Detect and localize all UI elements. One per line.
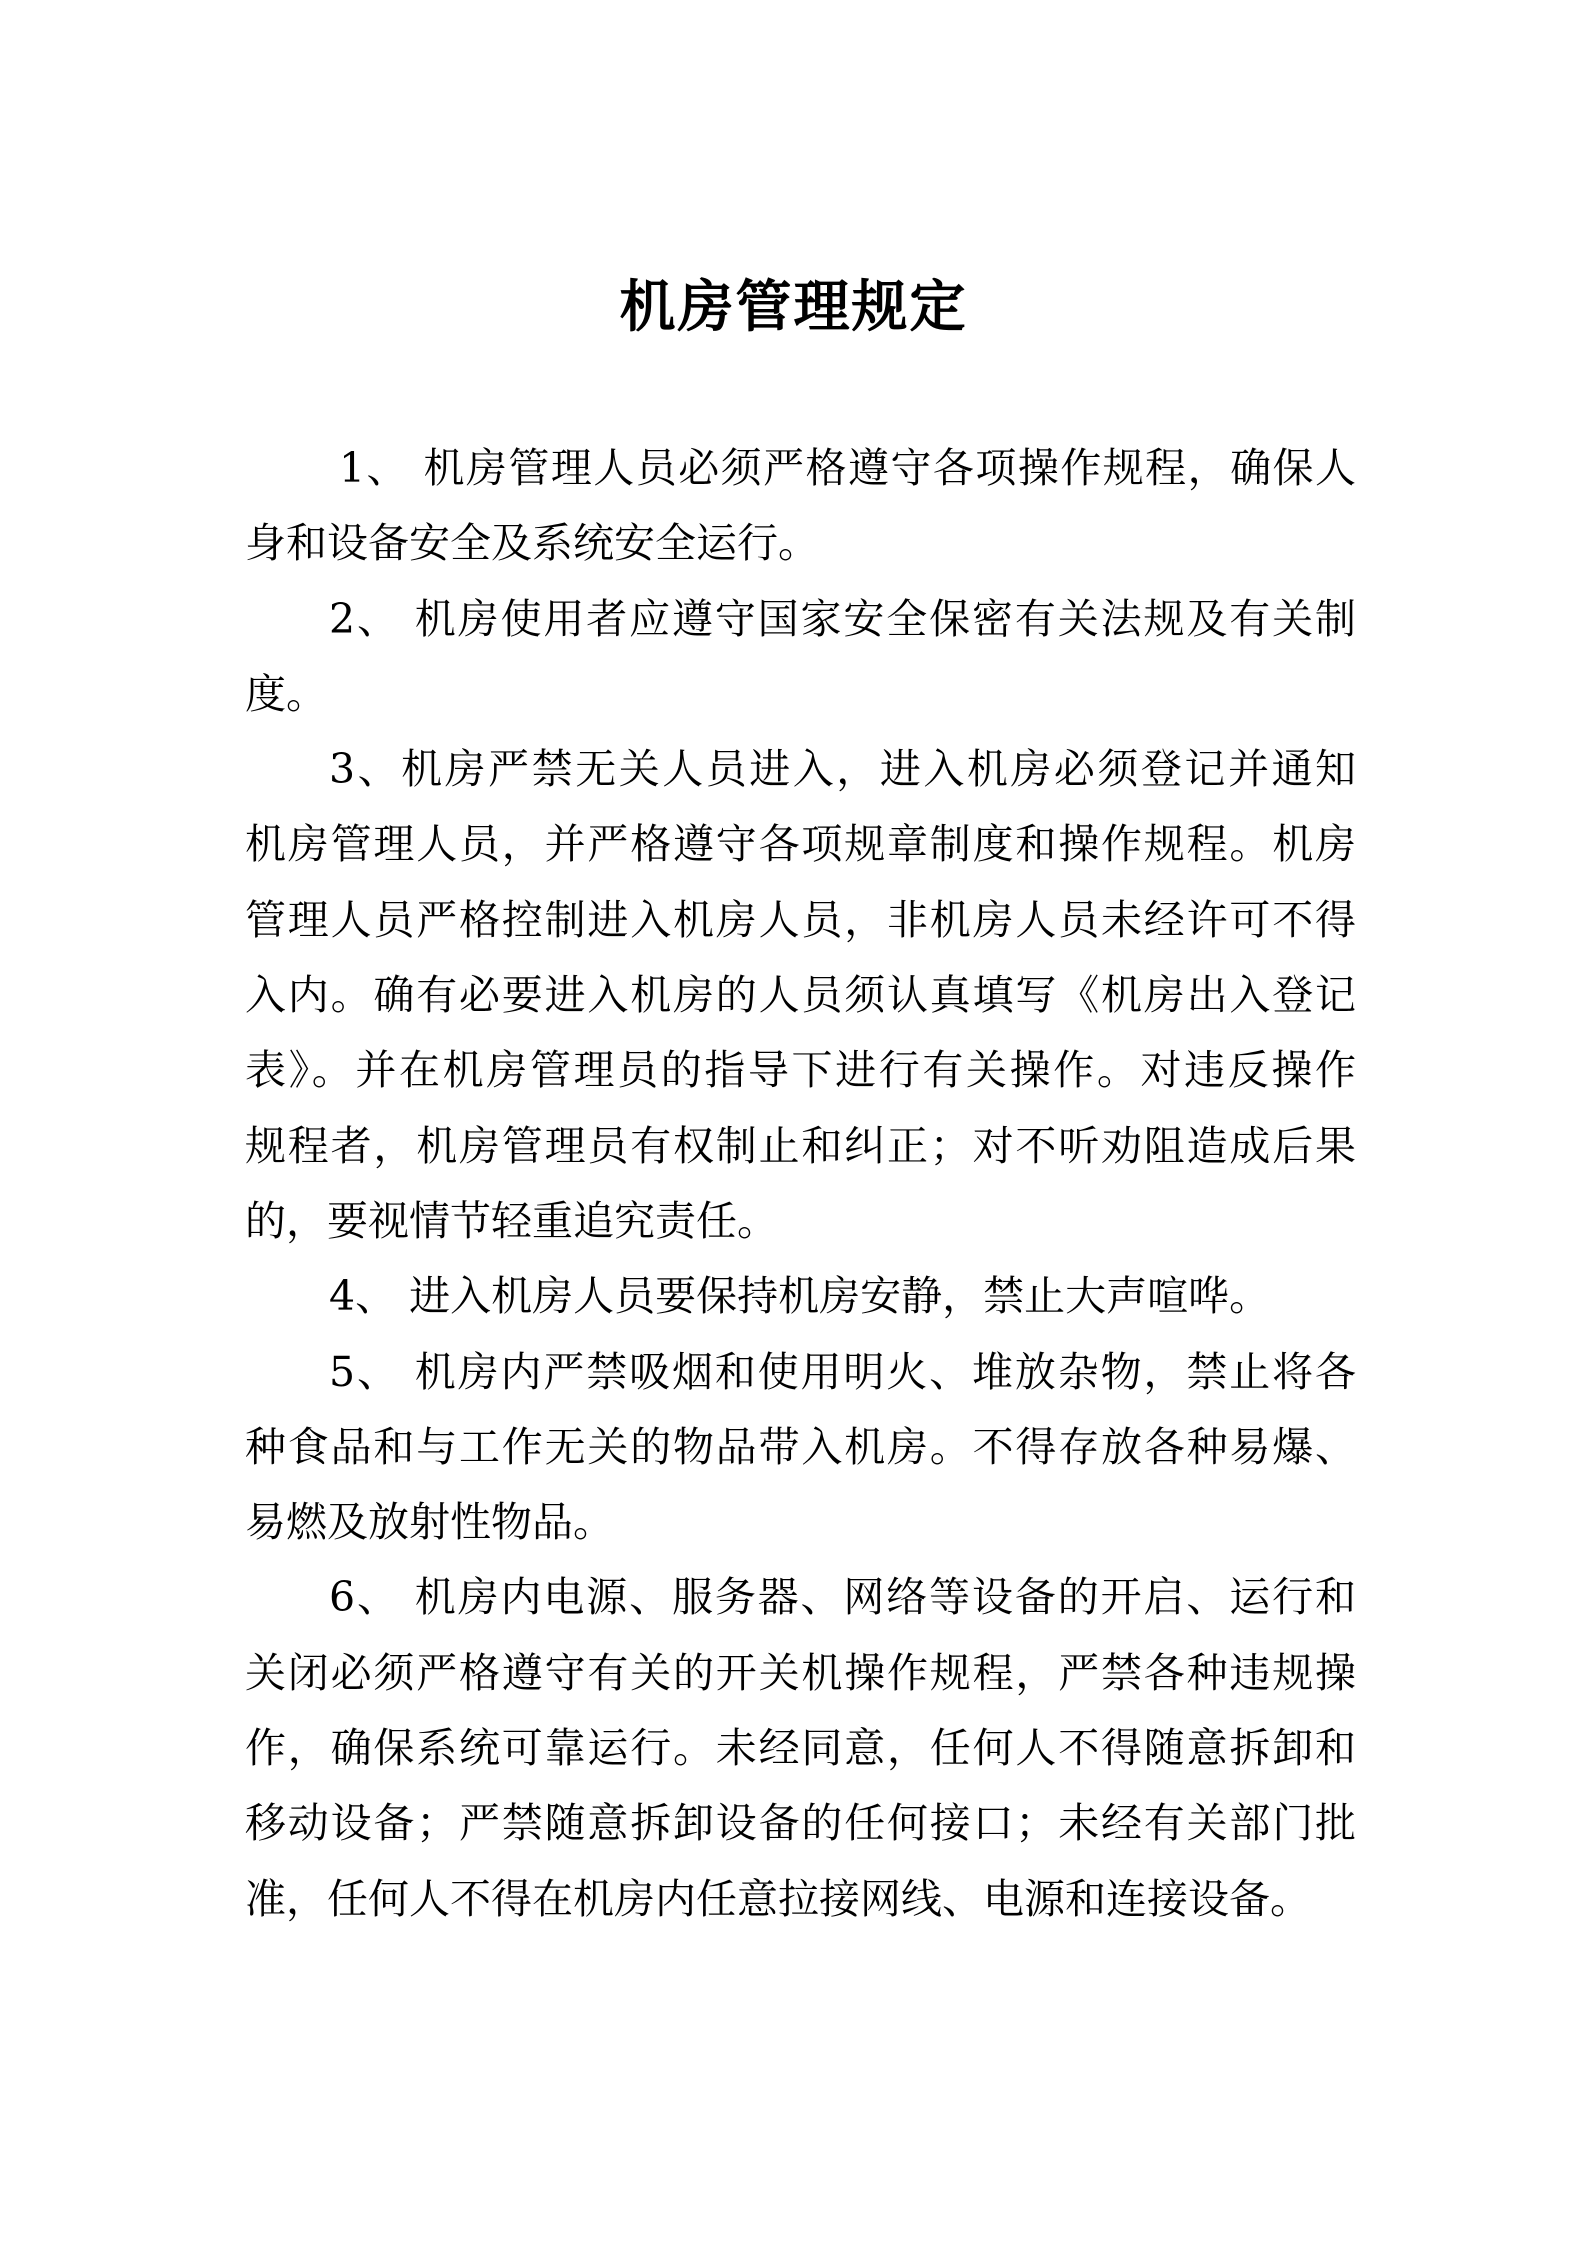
rule-paragraph-6 (245, 1560, 1356, 1936)
paragraph-line: 5、 机房内严禁吸烟和使用明火、堆放杂物，禁止将各 (329, 1347, 1356, 1396)
rule-paragraph-5 (245, 1335, 1356, 1561)
paragraph-line: 机房管理人员，并严格遵守各项规章制度和操作规程。机房 (245, 820, 1356, 869)
paragraph-line: 4、 进入机房人员要保持机房安静，禁止大声喧哗。 (329, 1272, 1271, 1321)
paragraph-line: 6、 机房内电源、服务器、网络等设备的开启、运行和 (329, 1573, 1356, 1622)
paragraph-line: 规程者，机房管理员有权制止和纠正；对不听劝阻造成后果 (245, 1121, 1356, 1170)
paragraph-line: 易燃及放射性物品。 (245, 1498, 614, 1547)
rule-paragraph-4 (245, 1259, 1356, 1334)
paragraph-line: 表》。并在机房管理员的指导下进行有关操作。对违反操作 (245, 1046, 1356, 1095)
paragraph-line: 作，确保系统可靠运行。未经同意，任何人不得随意拆卸和 (245, 1724, 1356, 1773)
paragraph-line: 1、 机房管理人员必须严格遵守各项操作规程，确保人 (339, 444, 1356, 492)
paragraph-line: 度。 (245, 669, 327, 718)
paragraph-line: 2、 机房使用者应遵守国家安全保密有关法规及有关制 (329, 594, 1356, 643)
document-body (245, 431, 1356, 1937)
paragraph-line: 准，任何人不得在机房内任意拉接网线、电源和连接设备。 (245, 1874, 1311, 1923)
rule-paragraph-2 (245, 582, 1356, 733)
paragraph-line: 的，要视情节轻重追究责任。 (245, 1196, 778, 1245)
paragraph-line: 身和设备安全及系统安全运行。 (245, 519, 819, 568)
rule-paragraph-1 (245, 431, 1356, 582)
paragraph-line: 入内。确有必要进入机房的人员须认真填写《机房出入登记 (245, 971, 1356, 1020)
paragraph-line: 关闭必须严格遵守有关的开关机操作规程，严禁各种违规操 (245, 1648, 1356, 1697)
paragraph-line: 管理人员严格控制进入机房人员，非机房人员未经许可不得 (245, 895, 1356, 944)
paragraph-line: 3、机房严禁无关人员进入，进入机房必须登记并通知 (329, 745, 1356, 794)
document-title: 机房管理规定 (619, 274, 968, 340)
paragraph-line: 移动设备；严禁随意拆卸设备的任何接口；未经有关部门批 (245, 1799, 1356, 1848)
paragraph-line: 种食品和与工作无关的物品带入机房。不得存放各种易爆、 (245, 1422, 1356, 1471)
rule-paragraph-3 (245, 732, 1356, 1259)
